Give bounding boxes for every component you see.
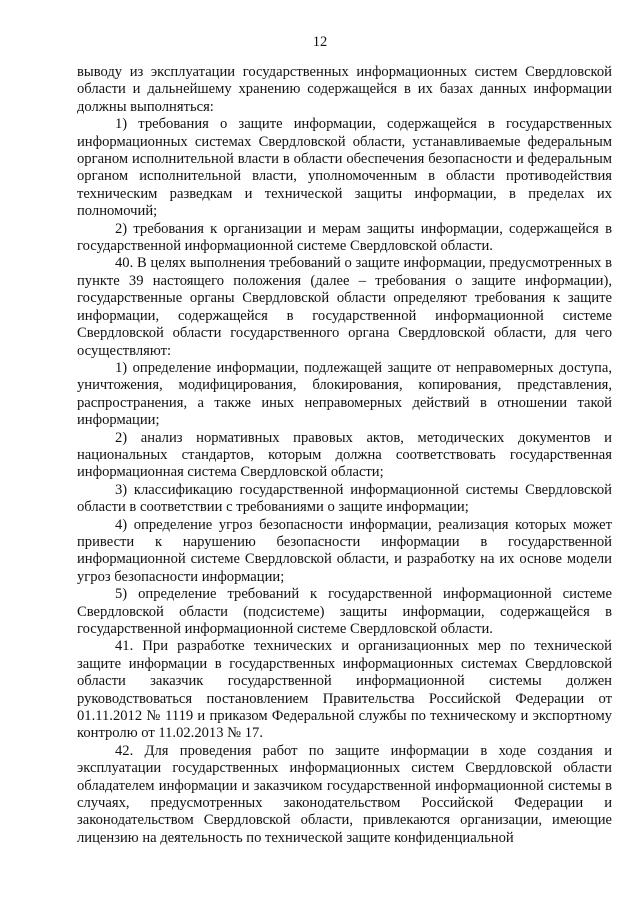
clause-40-item-4: 4) определение угроз безопасности информации, реализация которых может привести к нарушению безопасности информации в государственной информационной системе Свердловской области, и разработку на их основе модели угроз безопасности информации; <box>77 516 612 585</box>
clause-40-item-1: 1) определение информации, подлежащей защите от неправомерных доступа, уничтожения, модифицирования, блокирования, копирования, представления, распространения, а также иных неправомерных действий в отношении такой информации; <box>77 359 612 429</box>
list-item-requirements-protection: 1) требования о защите информации, содержащейся в государственных информационных системах Свердловской области, устанавливаемые федеральным органом исполнительной власти в области обеспечения безопасности и федеральным органом исполнительной власти, уполномоченным в области противодействия техническим разведкам и технической защиты информации, в пределах их полномочий; <box>77 116 612 220</box>
clause-42: 42. Для проведения работ по защите информации в ходе создания и эксплуатации государственных информационных систем Свердловской области обладателем информации и заказчиком государственной информационной системы в случаях, предусмотренных законодательством Российской Федерации и законодательством Свердловской области, привлекаются организации, имеющие лицензию на деятельность по технической защите конфиденциальной <box>77 742 612 846</box>
page-number: 12 <box>312 34 328 50</box>
clause-40-item-3: 3) классификацию государственной информационной системы Свердловской области в соответствии с требованиями о защите информации; <box>77 481 612 516</box>
document-body <box>77 64 612 847</box>
clause-41: 41. При разработке технических и организационных мер по технической защите информации в государственных информационных системах Свердловской области заказчик государственной информационной системы должен руководствоваться постановлением Правительства Российской Федерации от 01.11.2012 № 1119 и приказом Федеральной службы по техническому и экспортному контролю от 11.02.2013 № 17. <box>77 638 612 742</box>
list-item-requirements-organization: 2) требования к организации и мерам защиты информации, содержащейся в государственной информационной системе Свердловской области. <box>77 220 612 255</box>
paragraph-continuation: выводу из эксплуатации государственных информационных систем Свердловской области и дальнейшему хранению содержащейся в их базах данных информации должны выполняться: <box>77 64 612 115</box>
clause-40-item-2: 2) анализ нормативных правовых актов, методических документов и национальных стандартов, которым должна соответствовать государственная информационная система Свердловской области; <box>77 429 612 481</box>
clause-40: 40. В целях выполнения требований о защите информации, предусмотренных в пункте 39 настоящего положения (далее – требования о защите информации), государственные органы Свердловской области определяют требования к защите информации, содержащейся в государственной информационной системе Свердловской области государственного органа Свердловской области, для чего осуществляют: <box>77 255 612 359</box>
clause-40-item-5: 5) определение требований к государственной информационной системе Свердловской области (подсистеме) защиты информации, содержащейся в государственной информационной системе Свердловской области. <box>77 586 612 637</box>
